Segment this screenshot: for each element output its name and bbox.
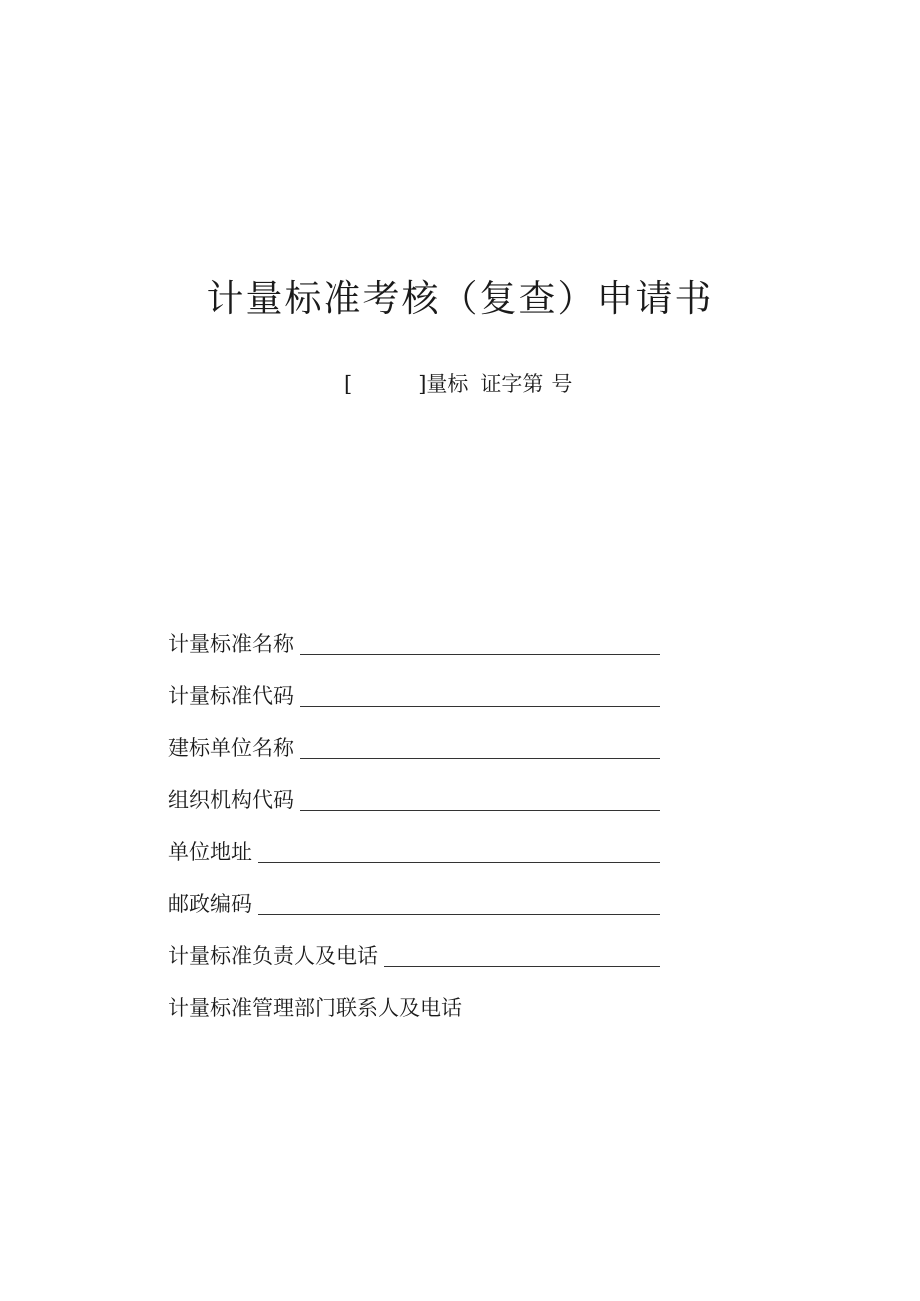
certificate-number-line — [344, 368, 572, 398]
field-standard-name — [168, 607, 660, 659]
application-fields — [168, 607, 660, 1023]
fill-in-line — [300, 809, 660, 811]
fill-in-line — [300, 705, 660, 707]
field-postal-code — [168, 867, 660, 919]
field-management-contact — [168, 971, 660, 1023]
fill-in-line — [300, 757, 660, 759]
close-bracket: ] — [418, 372, 427, 396]
field-label: 邮政编码 — [168, 892, 252, 916]
certificate-part-2: 证字第 — [480, 372, 544, 396]
open-bracket: [ — [344, 372, 353, 396]
field-address — [168, 815, 660, 867]
certificate-part-3: 号 — [551, 372, 573, 396]
page-title: 计量标准考核（复查）申请书 — [206, 277, 714, 320]
fill-in-line — [258, 913, 660, 915]
field-organization-name — [168, 711, 660, 763]
field-label: 计量标准名称 — [168, 632, 294, 656]
field-label: 计量标准代码 — [168, 684, 294, 708]
field-label: 组织机构代码 — [168, 788, 294, 812]
field-standard-code — [168, 659, 660, 711]
field-label: 计量标准管理部门联系人及电话 — [168, 996, 462, 1020]
field-label: 计量标准负责人及电话 — [168, 944, 378, 968]
field-label: 单位地址 — [168, 840, 252, 864]
field-label: 建标单位名称 — [168, 736, 294, 760]
fill-in-line — [258, 861, 660, 863]
fill-in-line — [300, 653, 660, 655]
certificate-part-1: 量标 — [426, 372, 469, 396]
field-responsible-person — [168, 919, 660, 971]
fill-in-line — [384, 965, 660, 967]
field-organization-code — [168, 763, 660, 815]
